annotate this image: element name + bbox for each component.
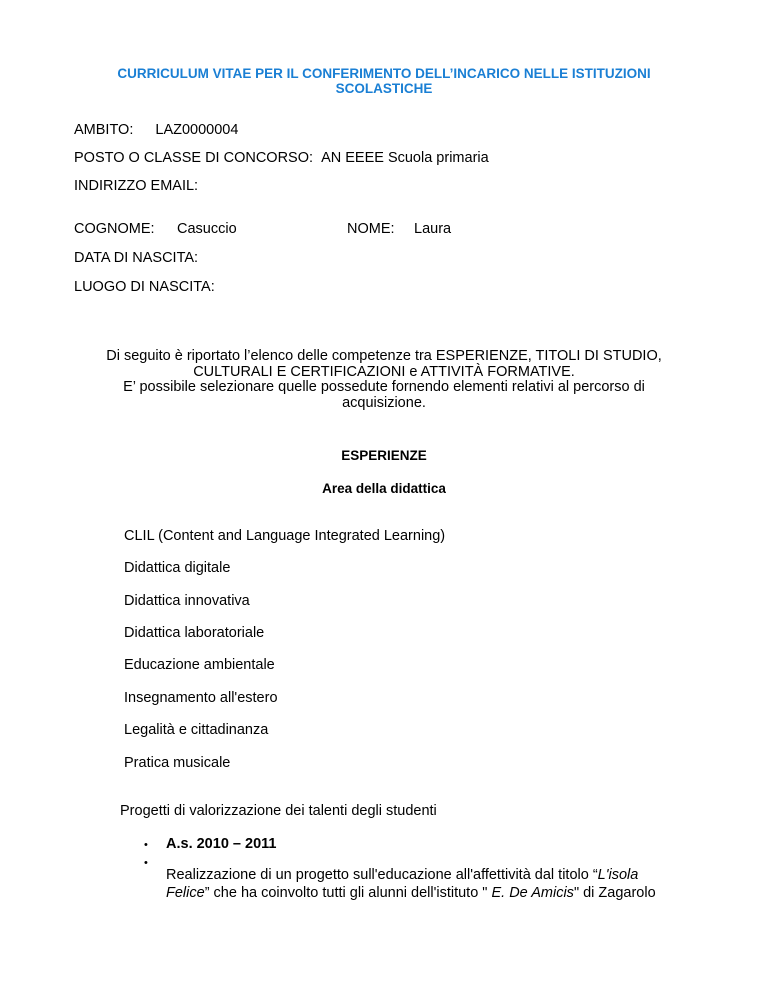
list-item: Didattica digitale [124,560,231,576]
luogo-nascita-label: LUOGO DI NASCITA: [74,279,215,295]
email-label: INDIRIZZO EMAIL: [74,178,199,194]
desc-text-1: Realizzazione di un progetto sull'educazione all'affettività dal titolo “ [166,867,598,883]
list-item: Didattica innovativa [124,593,250,609]
list-item: Educazione ambientale [124,657,275,673]
intro-paragraph [60,349,708,411]
cognome-value: Casuccio [177,221,237,237]
title-line-1: CURRICULUM VITAE PER IL CONFERIMENTO DELL’INCARICO NELLE ISTITUZIONI [117,66,651,81]
desc-text-2: ” che ha coinvolto tutti gli alunni dell'istituto " [204,885,492,901]
document-title [60,66,708,96]
year-label: A.s. 2010 – 2011 [166,836,277,852]
list-item: Legalità e cittadinanza [124,722,269,738]
ambito-label: AMBITO: [74,122,134,138]
list-item: Insegnamento all'estero [124,690,278,706]
intro-line-4: acquisizione. [342,394,426,411]
desc-italic-3: E. De Amicis [491,885,574,901]
data-nascita-label: DATA DI NASCITA: [74,250,199,266]
desc-italic-1: L'isola [597,867,639,883]
posto-row [74,150,489,166]
title-line-2: SCOLASTICHE [335,81,433,96]
posto-label: POSTO O CLASSE DI CONCORSO: [74,150,314,166]
list-item: CLIL (Content and Language Integrated Learning) [124,528,446,544]
list-item: Didattica laboratoriale [124,625,265,641]
ambito-row [74,122,238,138]
desc-text-3: " di Zagarolo [573,885,656,901]
section-title: ESPERIENZE [341,448,427,463]
nome-label: NOME: [347,221,395,237]
email-row [74,178,198,194]
bullet-icon: • [144,839,148,851]
list-item: Pratica musicale [124,755,231,771]
ambito-value: LAZ0000004 [155,122,239,138]
nome-value: Laura [414,221,452,237]
intro-line-1: Di seguito è riportato l’elenco delle competenze tra ESPERIENZE, TITOLI DI STUDIO, [106,348,662,364]
intro-line-3: E’ possibile selezionare quelle possedute fornendo elementi relativi al percorso di [123,379,645,395]
posto-value: AN EEEE Scuola primaria [321,150,489,166]
section-subtitle: Area della didattica [322,481,446,496]
bullet-icon: • [144,857,148,869]
project-description [166,866,726,902]
cognome-label: COGNOME: [74,221,155,237]
progetti-title: Progetti di valorizzazione dei talenti degli studenti [120,803,437,819]
intro-line-2: CULTURALI E CERTIFICAZIONI e ATTIVITÀ FORMATIVE. [193,363,575,380]
desc-italic-2: Felice [166,885,205,901]
